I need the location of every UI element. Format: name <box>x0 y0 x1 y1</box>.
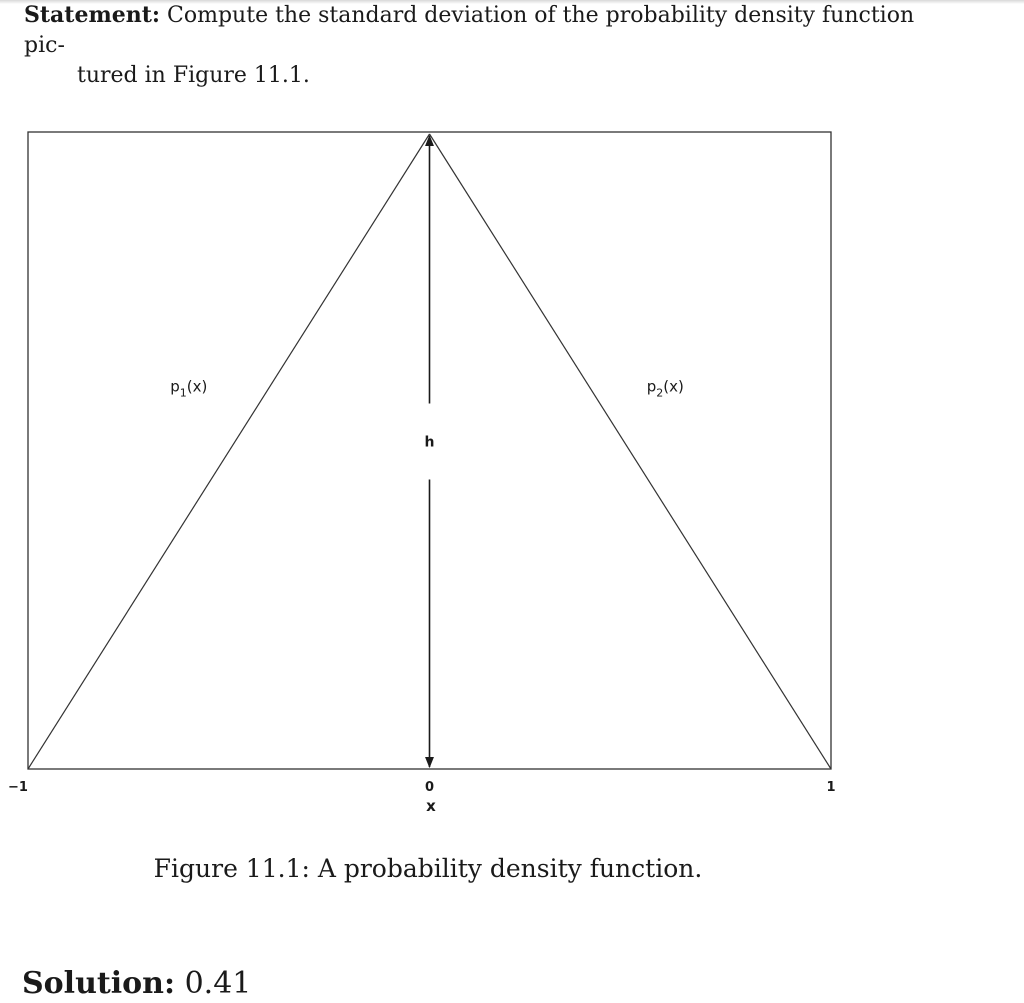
problem-statement <box>24 0 934 91</box>
solution-label: Solution: <box>22 966 176 1001</box>
figure-11-1 <box>0 120 860 825</box>
solution-value: 0.41 <box>184 966 252 1001</box>
x-axis-label: x <box>426 797 436 815</box>
density-plot <box>0 120 860 825</box>
series-label-p1: $p_1(x)$ <box>170 377 208 400</box>
figure-caption: Figure 11.1: A probability density function. <box>153 854 703 883</box>
statement-text-1: Compute the standard deviation of the probability density function pic- <box>24 3 915 58</box>
solution <box>22 966 251 1001</box>
statement-line-1 <box>24 0 934 61</box>
x-tick-label: 1 <box>826 780 836 795</box>
x-tick-labels <box>8 780 836 795</box>
series-line-p2 <box>430 134 832 769</box>
h-label: h <box>424 434 435 451</box>
x-tick-label: 0 <box>424 780 435 795</box>
statement-label: Statement: <box>24 2 161 28</box>
x-tick-label: −1 <box>8 780 28 795</box>
annotation-layer <box>425 136 435 767</box>
statement-line-2: tured in Figure 11.1. <box>77 63 310 88</box>
series-line-p1 <box>28 134 430 769</box>
series-label-p2: $p_2(x)$ <box>646 377 684 400</box>
